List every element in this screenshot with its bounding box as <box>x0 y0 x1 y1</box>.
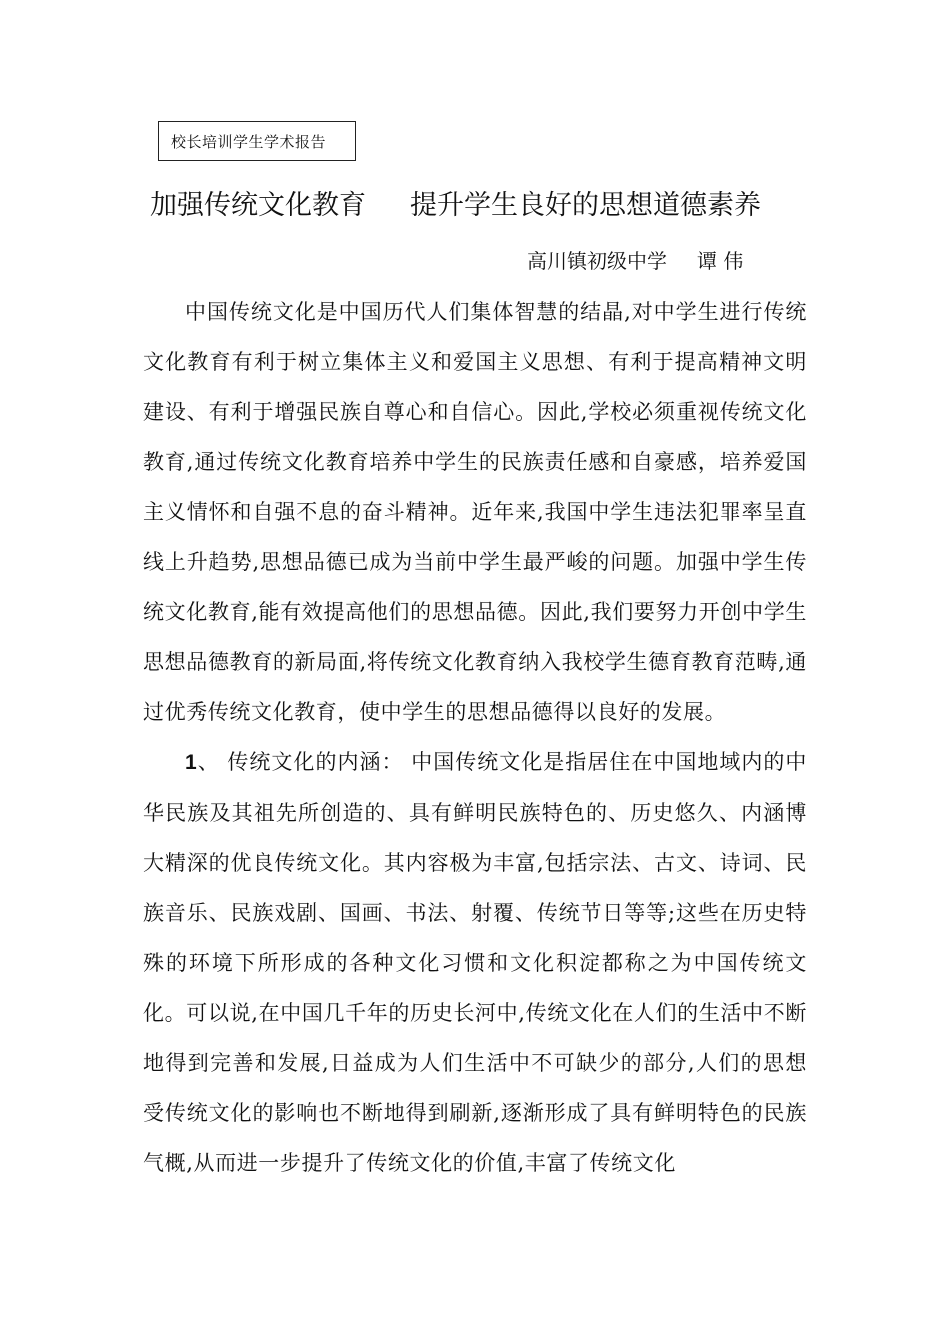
document-title <box>150 186 850 226</box>
section-1-text: 中国传统文化是指居住在中国地域内的中华民族及其祖先所创造的、具有鲜明民族特色的、历史悠久、内涵博大精深的优良传统文化。其内容极为丰富,包括宗法、古文、诗词、民族音乐、民族戏剧、国画、书法、射覆、传统节日等等;这些在历史特殊的环境下所形成的各种文化习惯和文化积淀都称之为中国传统文化。可以说,在中国几千年的历史长河中,传统文化在人们的生活中不断地得到完善和发展,日益成为人们生活中不可缺少的部分,人们的思想 受传统文化的影响也不断地得到刷新,逐渐形成了具有鲜明特色的民族气概,从而进一步提升了传统文化的价值,丰富了传统文化 <box>143 750 807 1175</box>
author-name: 谭 伟 <box>697 249 744 273</box>
title-part-1: 加强传统文化教育 <box>150 190 366 221</box>
author-line <box>527 244 743 278</box>
section-1-number: 1 <box>185 751 198 774</box>
section-1-heading: 、 传统文化的内涵： <box>197 750 412 774</box>
title-part-2: 提升学生良好的思想道德素养 <box>410 190 761 221</box>
report-label-box <box>158 121 356 161</box>
paragraph-intro: 中国传统文化是中国历代人们集体智慧的结晶,对中学生进行传统文化教育有利于树立集体主义和爱国主义思想、有利于提高精神文明建设、有利于增强民族自尊心和自信心。因此,学校必须重视传统文化教育,通过传统文化教育培养中学生的民族责任感和自豪感，培养爱国主义情怀和自强不息的奋斗精神。近年来,我国中学生违法犯罪率呈直线上升趋势,思想品德已成为当前中学生最严峻的问题。加强中学生传统文化教育,能有效提高他们的思想品德。因此,我们要努力开创中学生思想品德教育的新局面,将传统文化教育纳入我校学生德育教育范畴,通过优秀传统文化教育，使中学生的思想品德得以良好的发展。 <box>143 300 807 724</box>
author-school: 高川镇初级中学 <box>527 249 667 273</box>
document-body <box>143 287 807 1188</box>
paragraph-section-1 <box>143 737 807 1188</box>
report-label: 校长培训学生学术报告 <box>171 133 327 151</box>
